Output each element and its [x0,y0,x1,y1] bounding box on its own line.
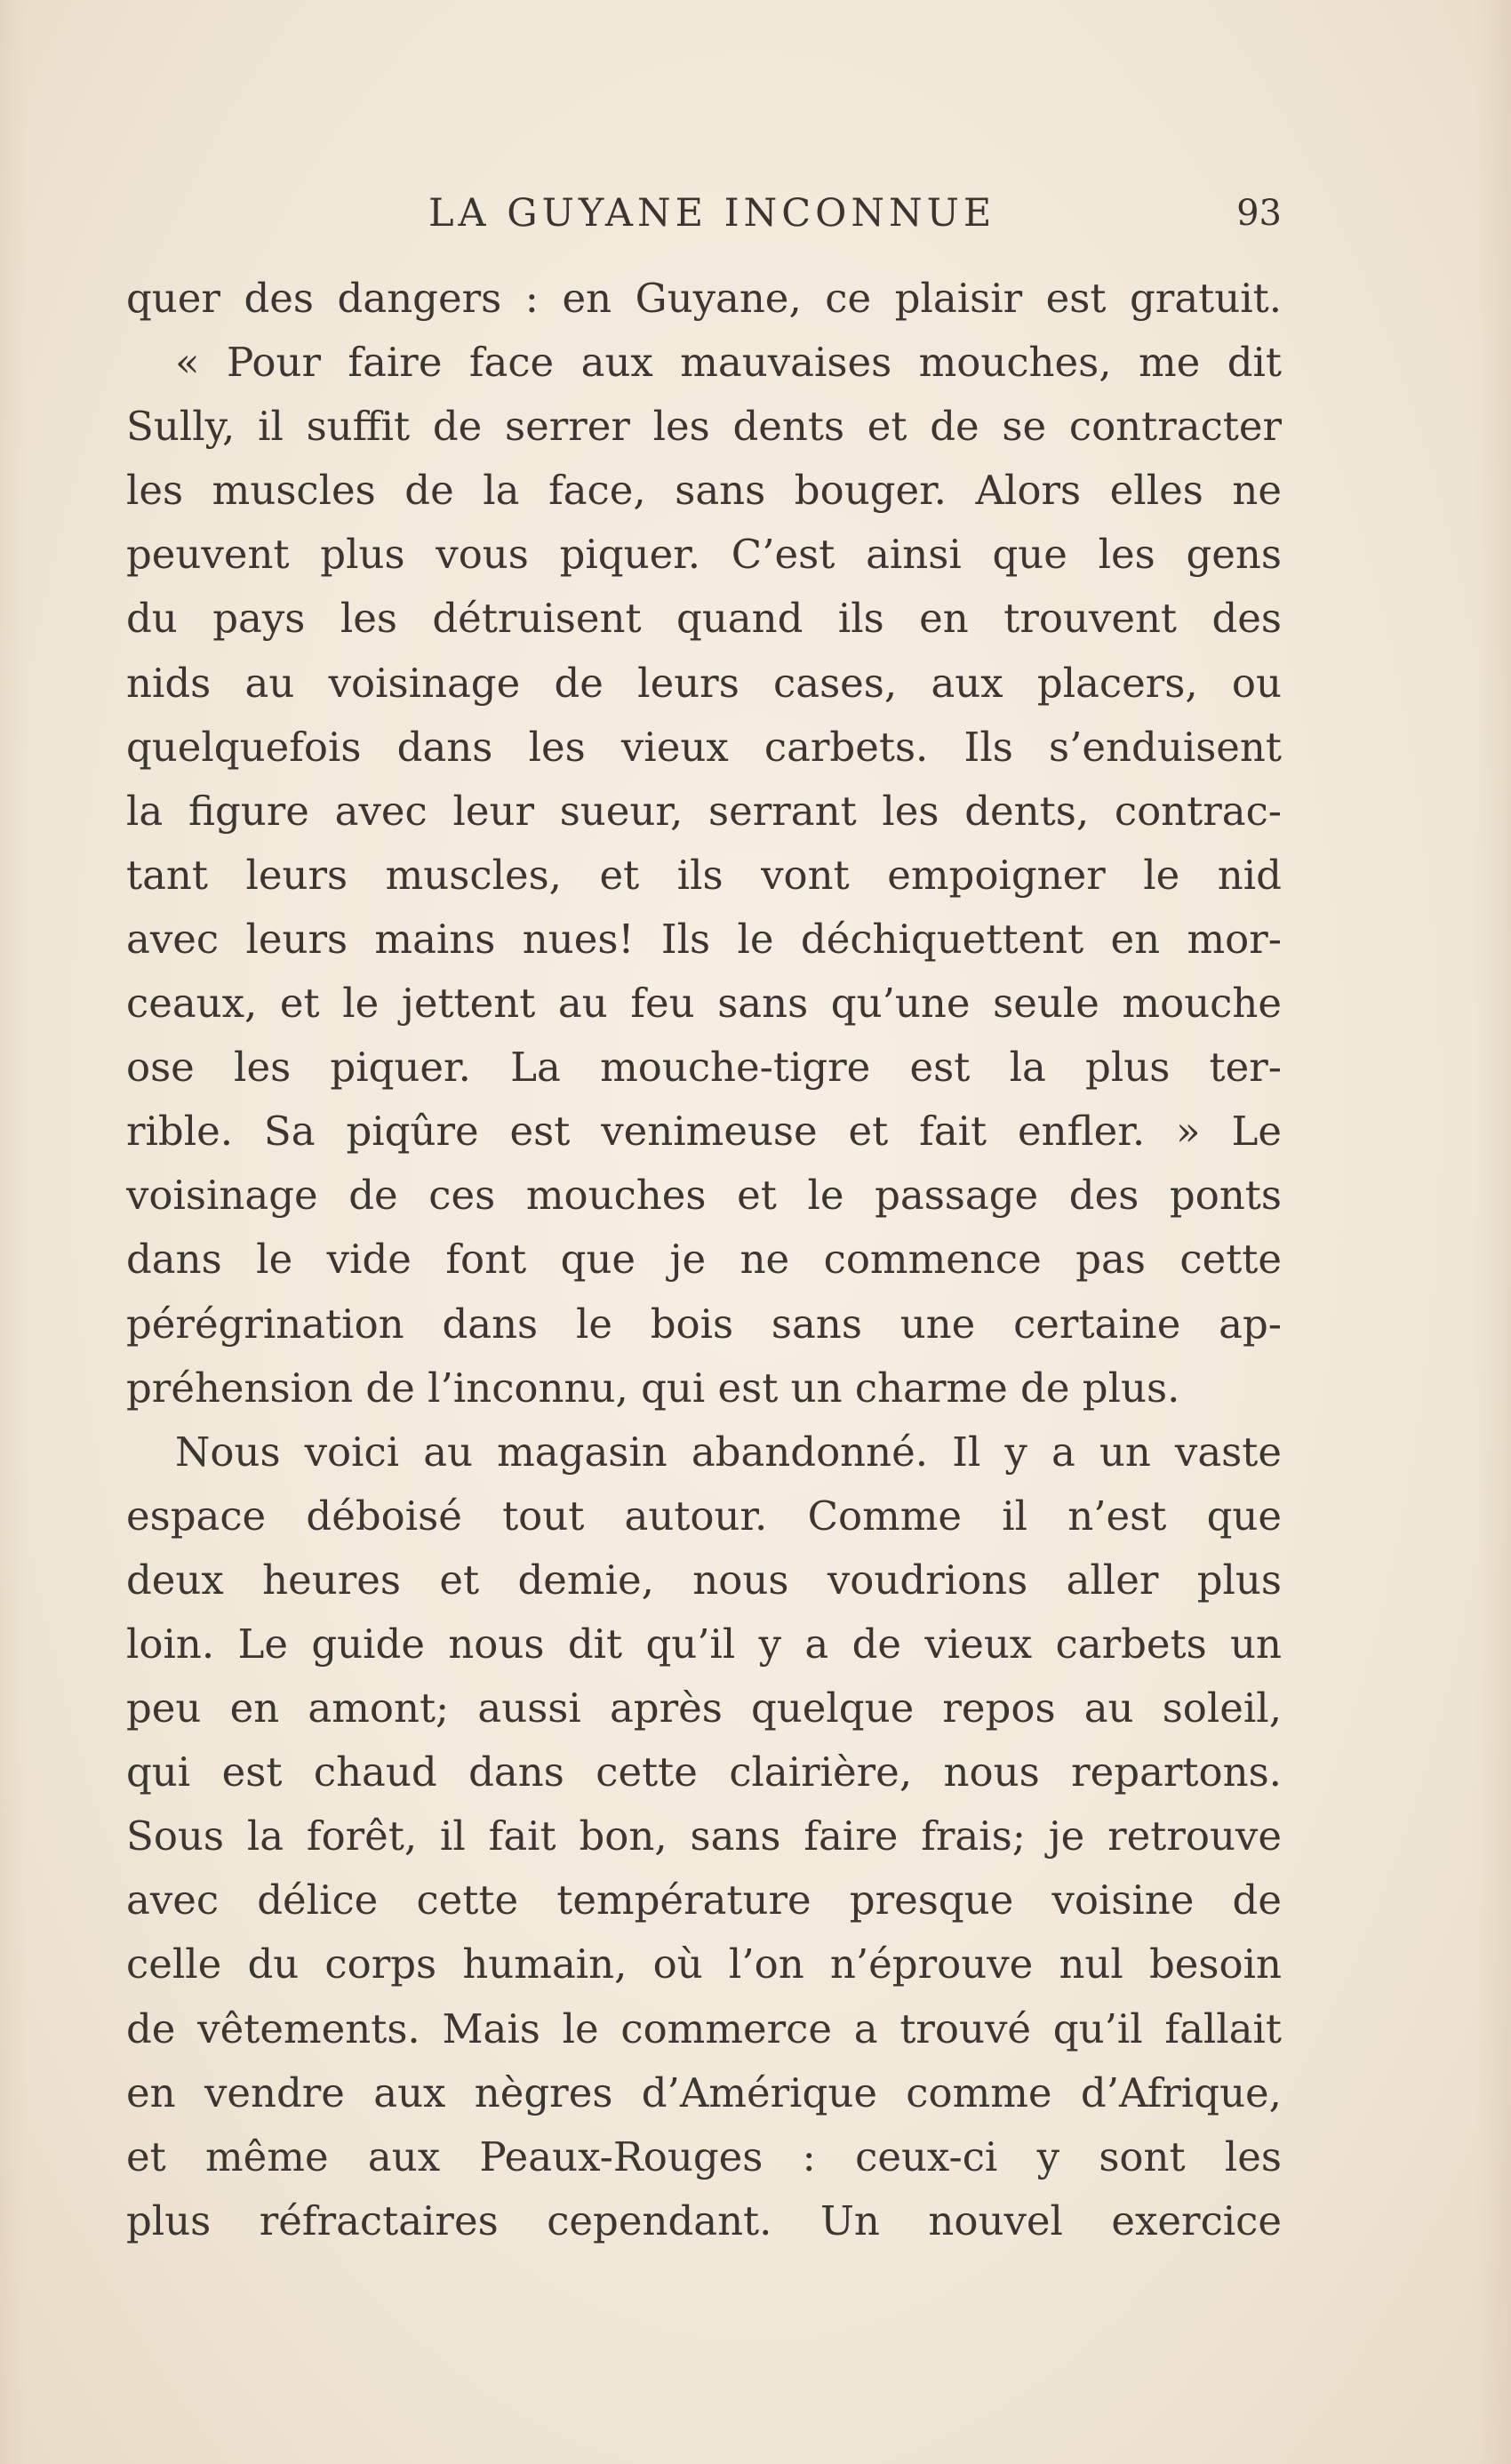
text-line: ose les piquer. La mouche-tigre est la plus ter- [126,1044,1282,1092]
text-line: de vêtements. Mais le commerce a trouvé qu’il fallait [126,2004,1282,2052]
text-line: les muscles de la face, sans bouger. Alors elles ne [126,467,1282,515]
page-header [126,191,1282,244]
page-edge-shadow-left [0,0,27,2464]
text-line: avec délice cette température presque voisine de [126,1876,1282,1924]
text-line: en vendre aux nègres d’Amérique comme d’Afrique, [126,2068,1282,2116]
text-line: la figure avec leur sueur, serrant les dents, contrac- [126,787,1282,835]
body-text [126,267,1282,2253]
text-line: Nous voici au magasin abandonné. Il y a un vaste [175,1428,1282,1476]
text-line: quer des dangers : en Guyane, ce plaisir est gratuit. [126,275,1282,322]
text-line: et même aux Peaux-Rouges : ceux-ci y sont les [126,2132,1282,2180]
page-number: 93 [1236,193,1282,234]
text-line: loin. Le guide nous dit qu’il y a de vieux carbets un [126,1620,1282,1668]
page-edge-shadow-right [1475,0,1511,2464]
text-line: celle du corps humain, où l’on n’éprouve nul besoin [126,1940,1282,1988]
text-line: deux heures et demie, nous voudrions aller plus [126,1556,1282,1604]
text-line: Sous la forêt, il fait bon, sans faire frais; je retrouve [126,1812,1282,1860]
text-line: « Pour faire face aux mauvaises mouches, me dit [175,339,1282,387]
text-line: quelquefois dans les vieux carbets. Ils s’enduisent [126,723,1282,771]
text-line: Sully, il suffit de serrer les dents et de se contracter [126,403,1282,451]
text-line: nids au voisinage de leurs cases, aux placers, ou [126,659,1282,707]
text-line: ceaux, et le jettent au feu sans qu’une seule mouche [126,980,1282,1028]
text-line: espace déboisé tout autour. Comme il n’est que [126,1492,1282,1540]
text-line: préhension de l’inconnu, qui est un charme de plus. [126,1364,1180,1412]
text-line: qui est chaud dans cette clairière, nous repartons. [126,1748,1282,1796]
text-line: voisinage de ces mouches et le passage des ponts [126,1172,1282,1220]
text-line: dans le vide font que je ne commence pas cette [126,1236,1282,1284]
text-line: tant leurs muscles, et ils vont empoigner le nid [126,851,1282,899]
text-line: plus réfractaires cependant. Un nouvel exercice [126,2196,1282,2244]
text-line: rible. Sa piqûre est venimeuse et fait enfler. » Le [126,1108,1282,1156]
text-line: avec leurs mains nues! Ils le déchiquettent en mor- [126,915,1282,963]
running-title: LA GUYANE INCONNUE [428,191,996,236]
text-line: du pays les détruisent quand ils en trouvent des [126,595,1282,643]
text-line: peu en amont; aussi après quelque repos au soleil, [126,1684,1282,1732]
text-line: pérégrination dans le bois sans une certaine ap- [126,1300,1282,1348]
text-line: peuvent plus vous piquer. C’est ainsi que les gens [126,531,1282,579]
